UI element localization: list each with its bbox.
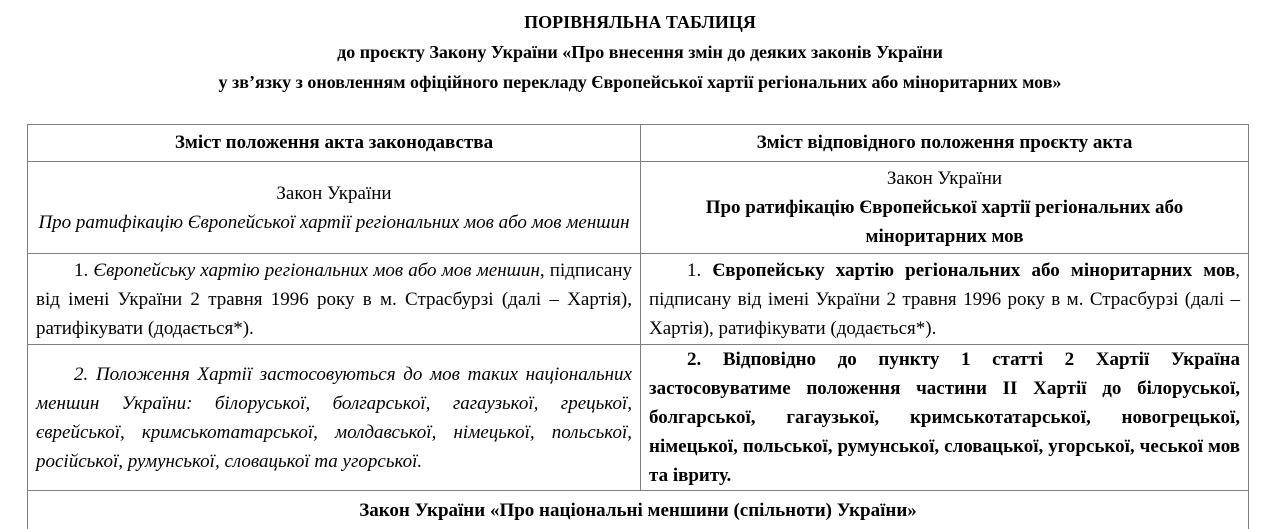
point-2-cell-right [641,345,1249,491]
title-line-3: у зв’язку з оновленням офіційного перекладу Європейської хартії регіональних або міноритарних мов» [218,72,1062,92]
law-name-left: Про ратифікацію Європейської хартії регіональних мов або мов меншин [38,211,630,233]
point-1-number-right: 1. [687,259,713,281]
document-title [0,0,1280,97]
point-2-paragraph-left: 2. Положення Хартії застосовуються до мов таких національних меншин України: білоруської, болгарської, гагаузької, грецької, єврейської, кримськотатарської, молдавської, німецької, польської, російської, румунської, словацької та угорської. [36,363,632,472]
point-1-cell-left [28,254,641,345]
point-1-paragraph-left [36,256,632,343]
point-1-cell-right [641,254,1249,345]
comparison-table [27,124,1249,529]
law-title-row [28,162,1249,254]
law-name-right: Про ратифікацію Європейської хартії регіональних або міноритарних мов [705,197,1184,247]
law-title-cell-left [28,162,641,254]
title-line-2: до проєкту Закону України «Про внесення змін до деяких законів України [337,42,943,62]
table-header-row [28,125,1249,162]
point-1-text-right: , підписану від імені України 2 травня 1996 року в м. Страсбурзі (далі – Хартія), ратифікувати (додається*). [649,259,1240,339]
title-line-1: ПОРІВНЯЛЬНА ТАБЛИЦЯ [524,12,756,32]
point-2-row [28,345,1249,491]
point-2-paragraph-right: 2. Відповідно до пункту 1 статті 2 Хартії Україна застосовуватиме положення частини II Хартії до білоруської, болгарської, гагаузької, кримськотатарської, новогрецької, німецької, польської, румунської, словацької, угорської, чеської мов та івриту. [649,349,1240,486]
law-title-right: Закон України [886,168,1003,189]
point-2-cell-left [28,345,641,491]
point-1-paragraph-right [649,256,1240,343]
column-header-draft-act: Зміст відповідного положення проєкту акта [641,125,1249,162]
next-law-section-title: Закон України «Про національні меншини (спільноти) України» [28,491,1249,529]
law-title-cell-right [641,162,1249,254]
law-title-left: Закон України [276,182,392,204]
section-footer-row [28,491,1249,529]
point-1-row [28,254,1249,345]
point-1-number-left: 1. [74,259,94,281]
point-1-emphasis-left: Європейську хартію регіональних мов або мов меншин [93,259,540,281]
point-1-text-left: , підписану від імені України 2 травня 1996 року в м. Страсбурзі (далі – Хартія), ратифікувати (додається*). [36,259,633,339]
column-header-current-law: Зміст положення акта законодавства [28,125,641,162]
point-1-emphasis-right: Європейську хартію регіональних або міноритарних мов [712,259,1236,281]
